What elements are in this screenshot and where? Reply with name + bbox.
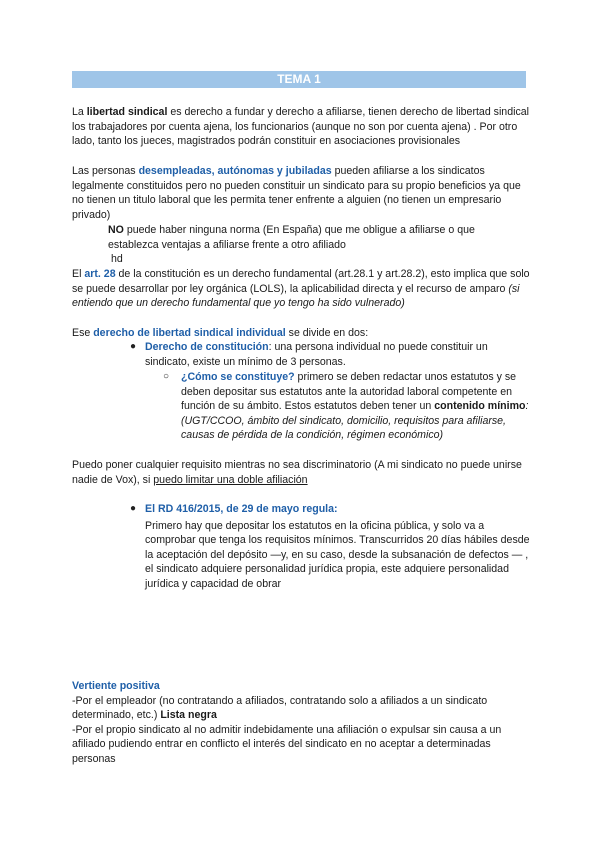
- bullet2-term: ¿Cómo se constituye?: [181, 371, 295, 383]
- paragraph-requisitos: [72, 458, 534, 487]
- p3-spacer: [72, 238, 108, 252]
- p6-underline: puedo limitar una doble afiliación: [153, 473, 308, 486]
- p1-pre: La: [72, 106, 87, 118]
- vertiente-line2: -Por el propio sindicato al no admitir indebidamente una afiliación o expulsar sin causa a un afiliado pudiendo entrar en conflicto el interés del sindicato en no aceptar a determinadas personas: [72, 723, 502, 765]
- bullet1-post: : una persona individual no puede constituir un sindicato, existe un mínimo de 3 personas.: [145, 341, 488, 368]
- vertiente-positiva-section: [72, 679, 534, 767]
- paragraph-libertad-sindical: [72, 105, 534, 149]
- p5-term: derecho de libertad sindical individual: [93, 327, 286, 339]
- bullet3-body: Primero hay que depositar los estatutos en la oficina pública, y solo va a comprobar que tenga los requisitos mínimos. Transcurridos 20 días hábiles desde la aceptación del depósito —y, en su caso, desde la subsanación de defectos — , el sindicato adquiere personalidad jurídica propia, este adquiere personalidad jurídica y capacidad de obrar: [145, 519, 530, 590]
- stray-text: hd: [111, 253, 123, 265]
- paragraph-derecho-individual: [72, 326, 534, 341]
- bullet2-mid: primero se deben redactar unos estatutos y se deben depositar sus estatutos ante la autoridad laboral competente en función de su ámbito. Estos estatutos deben tener un: [181, 371, 517, 413]
- bullet1-term: Derecho de constitución: [145, 341, 269, 353]
- p4-italic: (si entiendo que un derecho fundamental que yo tengo ha sido vulnerado): [72, 282, 520, 310]
- p6-pre: Puedo poner cualquier requisito mientras no sea discriminatorio (A mi sindicato no puede unirse nadie de Vox), si: [72, 459, 522, 486]
- p3-no: NO: [108, 224, 124, 236]
- p4-pre: El: [72, 268, 85, 280]
- vertiente-line1-bold: Lista negra: [160, 709, 217, 722]
- paragraph-no-norma: [108, 223, 526, 252]
- paragraph-art-28: [72, 267, 534, 311]
- bullet1-text: [145, 340, 533, 369]
- bullet-hollow-icon: ○: [163, 371, 170, 382]
- p5-post: se divide en dos:: [285, 327, 369, 339]
- bullet2-bold: contenido mínimo: [434, 400, 526, 413]
- p2-post: pueden afiliarse a los sindicatos legalmente constituidos pero no pueden constituir un sindicato para su propio beneficios ya que no tienen un titulo laboral que les permita tener enfrente a alguien (no tienen un empresario privado): [72, 165, 521, 221]
- paragraph-personas: [72, 164, 534, 222]
- p1-post: es derecho a fundar y derecho a afiliarse, tienen derecho de libertad sindical los trabajadores por cuenta ajena, los funcionarios (aunque no son por cuenta ajena) . Por otro lado, tanto los jueces, magistrados podrán constituir en asociaciones provisionales: [72, 106, 529, 148]
- vertiente-line1: [72, 694, 534, 723]
- p5-pre: Ese: [72, 327, 94, 339]
- p2-pre: Las personas: [72, 165, 139, 177]
- p4-mid: de la constitución es un derecho fundamental (art.28.1 y art.28.2), esto implica que solo se puede desarrollar por ley orgánica (LOLS), la aplicabilidad directa y el recurso de amparo: [72, 268, 530, 295]
- bullet-filled-icon: ●: [130, 341, 137, 352]
- bullet3-term: El RD 416/2015, de 29 de mayo regula:: [145, 503, 338, 515]
- bullet3-text: [145, 502, 533, 592]
- p1-term: libertad sindical: [86, 106, 168, 118]
- p3-post: puede haber ninguna norma (En España) que me obligue a afiliarse o que establezca ventajas a afiliarse frente a otro afiliado: [108, 224, 475, 251]
- vertiente-line1-pre: -Por el empleador (no contratando a afiliados, contratando solo a afiliados a un sindicato determinado, etc.): [72, 694, 488, 722]
- p2-term: desempleadas, autónomas y jubiladas: [138, 165, 332, 177]
- bullet2-text: [181, 370, 533, 443]
- bullet2-italic: :(UGT/CCOO, ámbito del sindicato, domicilio, requisitos para afiliarse, causas de pérdida de la condición, régimen económico): [181, 400, 529, 442]
- page-title: TEMA 1: [72, 71, 526, 88]
- p4-term: art. 28: [84, 268, 116, 280]
- vertiente-heading: Vertiente positiva: [72, 680, 160, 692]
- bullet-filled-icon: ●: [130, 503, 137, 514]
